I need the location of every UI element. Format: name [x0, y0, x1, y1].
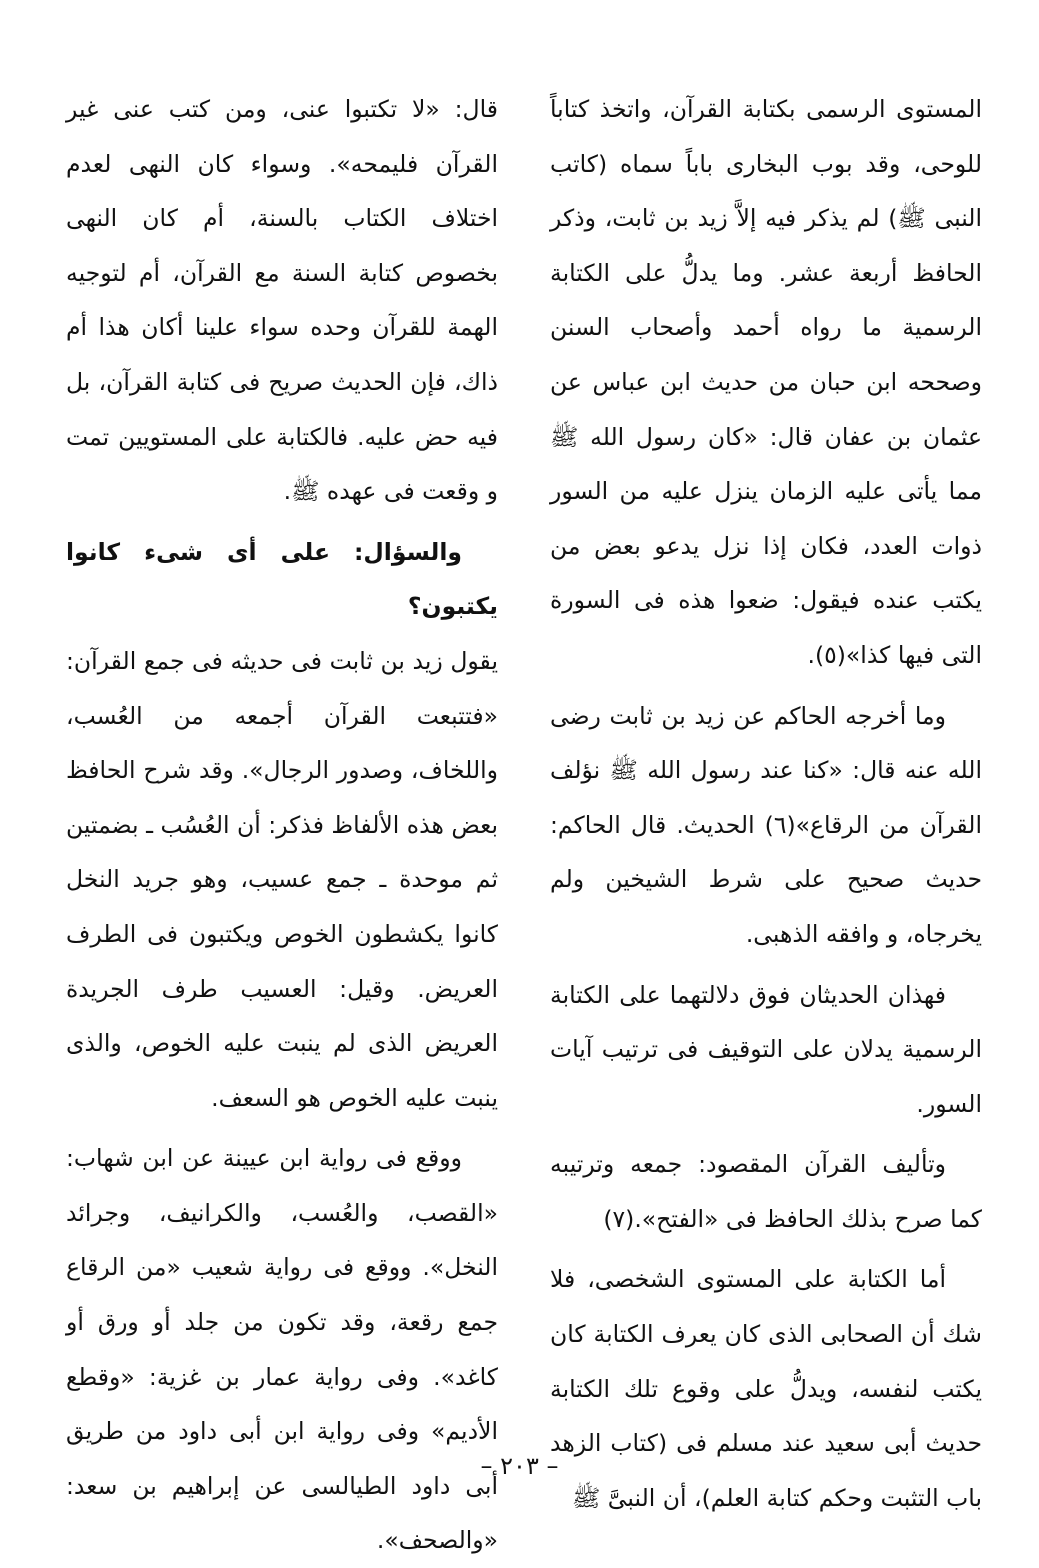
section-question: والسؤال: على أى شىء كانوا يكتبون؟	[66, 537, 498, 621]
paragraph: وما أخرجه الحاكم عن زيد بن ثابت رضى الله عنه قال: «كنا عند رسول الله ﷺ نؤلف القرآن من الرقاع»(٦) الحديث. قال الحاكم: حديث صحيح على شرط الشيخين ولم يخرجاه، و وافقه الذهبى.	[550, 701, 982, 948]
paragraph: وتأليف القرآن المقصود: جمعه وترتيبه كما صرح بذلك الحافظ فى «الفتح».(٧)	[550, 1150, 982, 1233]
paragraph: فهذان الحديثان فوق دلالتهما على الكتابة الرسمية يدلان على التوقيف فى ترتيب آيات السور.	[550, 980, 982, 1118]
left-column	[66, 82, 498, 1555]
paragraph: يقول زيد بن ثابت فى حديثه فى جمع القرآن: «فتتبعت القرآن أجمعه من العُسب، واللخاف، وصدور الرجال». وقد شرح الحافظ بعض هذه الألفاظ فذكر: أن العُسُب ـ بضمتين ثم موحدة ـ جمع عسيب، وهو جريد النخل كانوا يكشطون الخوص ويكتبون فى الطرف العريض. وقيل: العسيب طرف الجريدة العريض الذى لم ينبت عليه الخوص، والذى ينبت عليه الخوص هو السعف.	[66, 646, 498, 1112]
right-column	[550, 82, 982, 1512]
paragraph: قال: «لا تكتبوا عنى، ومن كتب عنى غير القرآن فليمحه». وسواء كان النهى لعدم اختلاف الكتاب بالسنة، أم كان النهى بخصوص كتابة السنة مع القرآن، أم لتوجيه الهمة للقرآن وحده سواء علينا أكان هذا أم ذاك، فإن الحديث صريح فى كتابة القرآن، بل فيه حض عليه. فالكتابة على المستويين تمت و وقعت فى عهده ﷺ.	[66, 95, 498, 506]
paragraph: أما الكتابة على المستوى الشخصى، فلا شك أن الصحابى الذى كان يعرف الكتابة كان يكتب لنفسه، ويدلُّ على وقوع تلك الكتابة حديث أبى سعيد عند مسلم فى (كتاب الزهد باب التثبت وحكم كتابة العلم)، أن النبىَّ ﷺ	[550, 1265, 982, 1512]
paragraph: المستوى الرسمى بكتابة القرآن، واتخذ كتاباً للوحى، وقد بوب البخارى باباً سماه (كاتب النبى ﷺ) لم يذكر فيه إلاَّ زيد بن ثابت، وذكر الحافظ أربعة عشر. وما يدلُّ على الكتابة الرسمية ما رواه أحمد وأصحاب السنن وصححه ابن حبان من حديث ابن عباس عن عثمان بن عفان قال: «كان رسول الله ﷺ مما يأتى عليه الزمان ينزل عليه من السور ذوات العدد، فكان إذا نزل يدعو بعض من يكتب عنده فيقول: ضعوا هذه فى السورة التى فيها كذا»(٥).	[550, 95, 982, 669]
paragraph: ووقع فى رواية ابن عيينة عن ابن شهاب: «القصب، والعُسب، والكرانيف، وجرائد النخل». ووقع فى رواية شعيب «من الرقاع جمع رقعة، وقد تكون من جلد أو ورق أو كاغد». وفى رواية عمار بن غزية: «وقطع الأديم» وفى رواية ابن أبى داود من طريق أبى داود الطيالسى عن إبراهيم بن سعد: «والصحف».	[66, 1144, 498, 1555]
page-number: – ٢٠٣ –	[480, 1452, 559, 1480]
